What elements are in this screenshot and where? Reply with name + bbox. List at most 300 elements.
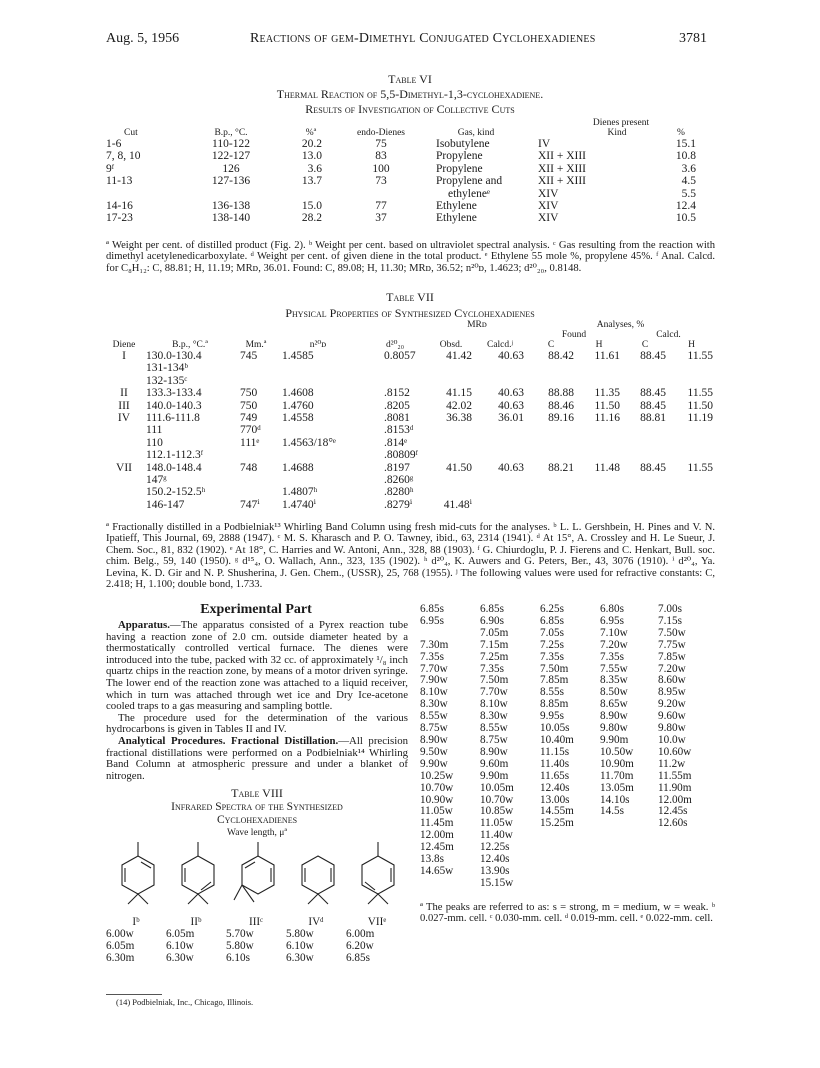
ir-peak: 5.80w [226,940,254,952]
table7-cell [576,375,622,387]
table7-cell [576,486,622,498]
ir-peak: 9.80w [658,722,686,735]
ir-peak: 8.30w [420,698,448,711]
table6-cell-cut: 1-6 [106,138,122,150]
ir-peak: 8.55s [540,686,564,699]
table7-cell [668,437,715,449]
table7-cell [526,499,576,511]
table6-cell-bp: 122-127 [211,150,251,163]
table7-cell: 40.63 [498,461,524,474]
table7 [106,320,715,511]
ir-peak: 9.80w [600,722,628,735]
ir-peak [658,878,715,890]
table6-cell-bp: 110-122 [212,138,250,150]
ir-peak: 8.90w [600,710,628,723]
compound-label: Iᵇ [132,916,140,928]
ir-peak [540,842,600,854]
structure-III-icon [234,842,274,902]
table6-cell-cut: 11-13 [106,175,133,188]
table7-cell: .8081 [384,412,410,425]
table7-cell [106,486,142,498]
table7-cell: 131-134ᵇ [146,362,188,375]
table7-cell [622,362,668,374]
table6-cell-gas: Propylene [436,150,483,163]
table6-cell-kind: XII + XIII [538,175,586,188]
ir-peak: 6.95s [600,614,624,627]
ir-peak: 7.00s [658,603,682,615]
table6-cell-cut: 9ᶠ [106,162,115,175]
table7-cell [474,362,526,374]
table6-cell-pct2: 10.5 [675,212,696,225]
table7-cell [622,449,668,461]
table7-cell [474,424,526,436]
table6-cell-pct2: 12.4 [675,200,696,213]
table6-cell-pct2: 3.6 [681,162,696,175]
table6-cell-kind: XIV [538,187,559,200]
table7-cell [238,449,274,461]
ir-peak: 11.15s [540,745,570,758]
col-c2: C [641,340,649,350]
table8-title: Infrared Spectra of the Synthesized [171,801,343,813]
table7-row [106,400,715,412]
ir-peak: 6.10s [226,952,250,964]
page-number: 3781 [679,31,707,46]
ir-peak: 7.10w [600,626,628,639]
table7-cell: 749 [240,412,258,425]
ir-peak: 9.50w [420,745,448,758]
ir-peak: 15.15w [480,876,514,889]
table7-cell [428,474,474,486]
table7-cell: 88.88 [548,387,574,400]
ir-peak [540,830,600,842]
table6-cell-bp [186,188,276,200]
col-bp7: B.p., °C.ª [172,340,208,350]
compound-label: VIIᵉ [367,916,387,928]
ir-peak: 11.40s [540,757,570,770]
col-calcd2: Calcd. [656,330,681,340]
table6-title: Thermal Reaction of 5,5-Dimethyl-1,3-cyclohexadiene. [276,87,544,101]
table6-subtitle: Results of Investigation of Collective Cuts [305,102,515,116]
table7-cell [362,362,428,374]
ir-peak: 6.05m [106,940,135,952]
ir-peak [658,866,715,878]
ir-peak [540,854,600,866]
ir-peak: 12.25s [480,841,510,854]
table8-left [106,916,408,964]
ir-peak: 12.60s [658,817,688,830]
table7-cell: 40.63 [498,399,524,412]
ir-peak: 12.00m [420,829,454,842]
col-mrd: MRᴅ [467,320,487,330]
table7-cell: 41.15 [446,387,472,400]
structure-IV-icon [302,856,334,904]
table7-cell: 140.0-140.3 [146,399,202,412]
table7-cell: 1.4563/18°ᵉ [282,436,336,449]
table7-cell: 745 [240,350,258,362]
table7-cell: 111 [146,424,163,437]
table6-cell-gas: ethyleneᵉ [448,187,490,200]
table7-cell: 11.48 [594,461,620,474]
ir-peak: 7.35s [480,662,504,675]
table6-cell-pct: 28.2 [301,212,322,225]
table7-cell: 146-147 [146,498,185,511]
table7-cell: VII [116,461,132,474]
table7-cell: .814ᵉ [384,436,408,449]
table7-footnote: ª Fractionally distilled in a Podbielniak¹³ Whirling Band Column using fresh mid-cuts for the analyses. ᵇ L. L. Gershbein, H. Pines and V. N. Ipatieff, This Journal, 69, 2888 (1947). ᶜ M. S. Kharasch and P. O. Tawney, ibid., 63, 2314 (1941). ᵈ At 15°, A. Crossley and H. Le Sueur, J. Chem. Soc., 81, 832 (1902). ᵉ At 18°, C. Harries and W. Antoni, Ann., 328, 88 (1903). ᶠ G. Chiurdoglu, P. J. Fierens and C. Henkart, Bull. soc. chim. Belg., 59, 140 (1950). ᵍ d¹⁵₄, O. Wallach, Ann., 323, 135 (1902). ʰ d²⁰₄, K. Auwers and G. Peters, Ber., 43, 3076 (1910). ⁱ d²⁰₄, Ya. Levina, K. D. Gir and N. P. Shusherina, J. Gen. Chem., (USSR), 25, 768 (1955). ʲ The following values were used for refractive constants: C, 2.418; H, 1.100; double bond, 1.733. [106,522,715,591]
ir-peak: 14.55m [540,805,574,818]
table7-cell [238,375,274,387]
ir-peak: 9.90m [480,769,509,782]
table8-continued-row [420,854,715,866]
ir-peak: 7.20w [658,662,686,675]
ir-peak [420,878,480,890]
table7-cell: 110 [146,436,163,449]
table7-cell [274,474,362,486]
table7-cell [474,474,526,486]
col-h2: H [688,340,695,350]
compound-label: IIᵇ [190,916,202,928]
col-cut: Cut [124,128,138,138]
ir-peak: 11.2w [658,757,686,770]
ir-peak: 7.85m [540,674,569,687]
ir-peak: 6.85s [420,603,444,615]
table7-row [106,462,715,474]
ir-peak: 7.50m [480,674,509,687]
ir-peak: 6.30m [106,952,135,964]
ir-peak: 10.25w [420,769,454,782]
table7-row [106,375,715,387]
ir-peak: 8.90w [480,745,508,758]
table8-continued-row [420,818,715,830]
table7-cell: 41.42 [446,350,472,362]
ir-peak [540,866,600,878]
table7-cell [526,375,576,387]
table7-cell [668,486,715,498]
table8-continued-row [420,628,715,640]
ir-peak [600,878,658,890]
ir-peak: 6.00m [346,928,375,940]
ir-peak [600,830,658,842]
table6-cell-cut: 7, 8, 10 [106,150,141,163]
table7-cell [474,449,526,461]
table7-cell [474,437,526,449]
table7-cell: III [118,399,130,412]
table6-cell-pct2: 15.1 [675,138,696,150]
table7-cell [274,362,362,374]
ir-peak: 12.40s [480,853,510,866]
table7-cell [362,375,428,387]
table6-cell-pct: 15.0 [301,200,322,213]
ir-peak: 13.90s [480,864,510,877]
table7-cell [668,362,715,374]
table7-cell: 40.63 [498,350,524,362]
table8-label: Table VIII [231,786,283,800]
ir-peak: 7.35s [600,650,624,663]
table7-row [106,424,715,436]
table7-cell: 88.45 [640,461,666,474]
table7-cell [668,424,715,436]
col-diene: Diene [112,340,136,350]
ir-peak: 14.65w [420,864,454,877]
table7-cell: 132-135ᶜ [146,374,188,387]
table7-cell: 1.4740ⁱ [282,498,316,511]
table7-cell: .8260ᵍ [384,474,414,487]
table6 [106,118,706,225]
table6-cell-endo: 73 [375,175,387,188]
table7-cell: 0.8057 [384,350,416,362]
ir-peak: 12.40s [540,781,570,794]
table7-cell [622,499,668,511]
structures [106,838,408,916]
table8-continued-row [420,783,715,795]
ir-peak: 10.50w [600,745,634,758]
footnote-rule [106,994,162,995]
table6-cell-cut [106,188,186,200]
table7-cell: .8197 [384,461,410,474]
ir-peak: 7.30m [420,638,449,651]
ir-peak: 11.65s [540,769,570,782]
table7-cell [526,486,576,498]
table6-cell-endo [346,188,416,200]
ir-peak: 6.90s [480,614,504,627]
table7-cell [274,449,362,461]
ir-peak [540,878,600,890]
col-analyses: Analyses, % [596,320,645,330]
table7-cell: 112.1-112.3ᶠ [146,449,204,462]
table7-cell: 11.55 [687,387,713,400]
col-c: C [547,340,555,350]
table7-row [106,474,715,486]
table8-row [106,928,408,940]
ir-peak: 7.35s [420,650,444,663]
table7-cell [622,375,668,387]
compound-label: IVᵈ [308,916,324,928]
ir-peak [420,628,480,640]
table7-cell [428,424,474,436]
ir-peak: 7.15s [658,614,682,627]
table7-cell [106,375,142,387]
table7-cell [238,362,274,374]
table7-cell [428,486,474,498]
table7-cell [526,474,576,486]
ir-peak: 11.45m [420,817,454,830]
ir-peak: 8.30w [480,710,508,723]
col-d: d²⁰₂₀ [385,340,405,350]
table7-cell: II [120,387,128,400]
ir-peak: 11.70m [600,769,634,782]
ir-peak: 12.00m [658,793,692,806]
table7-cell: 11.50 [594,399,620,412]
table7-cell: 747ⁱ [240,498,260,511]
running-date: Aug. 5, 1956 [106,31,180,46]
ir-peak: 11.55m [658,769,692,782]
table7-cell [622,424,668,436]
table7-cell [106,449,142,461]
table7-cell [576,499,622,511]
table8-continued-row [420,747,715,759]
table6-cell-gas: Isobutylene [436,138,490,150]
table6-row [106,188,706,200]
ir-peak: 10.05m [480,781,514,794]
table6-cell-cut: 17-23 [106,212,133,225]
table6-cell-pct: 3.6 [307,162,322,175]
table6-cell-pct [276,188,346,200]
table7-cell: 41.50 [446,461,472,474]
ir-peak: 6.20w [346,940,374,952]
table7-cell [526,449,576,461]
ir-peak: 8.35w [600,674,628,687]
table6-cell-pct2: 4.5 [681,175,696,188]
procedure-paragraph: The procedure used for the determination of the various hydrocarbons is given in Tables II and IV. [106,711,408,736]
ir-peak: 6.10w [286,940,314,952]
analytical-paragraph: Analytical Procedures. Fractional Distillation.—All precision fractional distillations were performed on a Podbielniak¹⁴ Whirling Band Column at atmospheric pressure and under a blanket of nitrogen. [106,734,408,782]
table6-cell-pct: 20.2 [301,138,322,150]
ir-peak: 11.90m [658,781,692,794]
table7-cell [474,486,526,498]
ir-peak: 8.50w [600,686,628,699]
table6-cell-endo: 37 [375,212,387,225]
col-found: Found [561,330,587,340]
table7-cell [526,362,576,374]
table8-title2: Cyclohexadienes [216,814,298,826]
table7-cell: 36.38 [446,412,472,425]
ir-peak [600,818,658,830]
ir-peak: 13.8s [420,853,444,866]
ir-peak: 6.85s [540,614,564,627]
table7-cell [622,474,668,486]
ir-peak: 7.85w [658,650,686,663]
col-endo: endo-Dienes [356,128,405,138]
ir-peak: 12.45m [420,841,454,854]
table7-cell [274,375,362,387]
table7-cell: 11.55 [687,350,713,362]
ir-peak: 7.05m [480,626,509,639]
ir-peak: 5.80w [286,928,314,940]
col-pct: %ª [305,128,317,138]
table7-cell: I [122,350,126,362]
table7-cell: 88.42 [548,350,574,362]
col-gas: Gas, kind [457,128,495,138]
table7-cell: .8279ⁱ [384,498,413,511]
table7-cell [576,474,622,486]
table8-continued-row [420,842,715,854]
table7-cell [238,486,274,498]
structure-I-icon [122,842,154,904]
ir-peak: 8.55w [420,710,448,723]
table7-cell [526,424,576,436]
table7-row [106,387,715,399]
ir-peak: 9.90m [600,733,629,746]
table8-footnote: ª The peaks are referred to as: s = strong, m = medium, w = weak. ᵇ 0.027-mm. cell. ᶜ 0.030-mm. cell. ᵈ 0.019-mm. cell. ᵉ 0.022-mm. cell. [420,902,715,925]
table6-row [106,212,706,224]
ir-peak: 7.25s [540,638,564,651]
table7-cell: 88.45 [640,350,666,362]
table6-cell-endo: 75 [375,138,387,150]
table7-row [106,412,715,424]
ir-peak [600,842,658,854]
table7-cell: 750 [240,399,258,412]
table8-continued-row [420,759,715,771]
ir-peak: 6.85s [480,603,504,615]
table7-cell: 88.21 [548,461,574,474]
ir-peak: 6.10w [166,940,194,952]
table7-cell: .80809ᶠ [384,449,419,462]
table7-cell [474,375,526,387]
ir-peak: 8.90w [420,733,448,746]
table6-cell-pct2: 5.5 [681,187,696,200]
table7-cell: 11.55 [687,461,713,474]
ir-peak: 10.05s [540,722,570,735]
table7-cell: 1.4558 [282,412,314,425]
table7-cell: 770ᵈ [240,424,261,437]
ir-peak: 7.20w [600,638,628,651]
col-bp: B.p., °C. [214,128,248,138]
ir-peak: 6.95s [420,614,444,627]
ir-peak: 8.60w [658,674,686,687]
table7-cell [274,424,362,436]
apparatus-paragraph: Apparatus.—The apparatus consisted of a Pyrex reaction tube having a reaction zone of 2.0 cm. outside diameter heated by a thermostatically controlled vertical furnace. The dienes were introduced into the tube, packed with 32 cc. of approximately ¹/₈ inch quartz chips in the reaction zone, by means of a motor driven syringe. The lower end of the reaction zone was attached to a liquid receiver, which in turn was attached through wet ice and Dry Ice-acetone cooled traps to a gas measuring and sampling bottle. [106,619,408,713]
ir-peak: 6.30w [166,952,194,964]
table6-cell-endo: 77 [375,200,387,213]
table7-cell: .8280ʰ [384,486,414,499]
table7-cell [526,437,576,449]
table7-cell: 88.45 [640,387,666,400]
ir-peak: 8.10w [420,686,448,699]
table6-cell-cut: 14-16 [106,200,133,213]
table8-continued-row [420,652,715,664]
table6-cell-pct: 13.0 [301,150,322,163]
table7-cell [668,449,715,461]
table6-cell-gas: Propylene [436,162,483,175]
ir-peak: 6.30w [286,952,314,964]
table7-cell: 147ᵍ [146,474,167,487]
table6-row [106,138,706,150]
ir-peak: 8.75w [480,733,508,746]
table7-row [106,499,715,511]
ir-peak: 10.60w [658,745,692,758]
table6-cell-bp: 127-136 [211,175,251,188]
table7-cell: .8152 [384,387,410,400]
ir-peak: 8.55w [480,722,508,735]
table7-row [106,486,715,498]
ir-peak: 10.90m [600,757,634,770]
table7-cell: 111ᵉ [240,436,260,449]
table7-cell: 1.4807ʰ [282,486,318,499]
ir-peak: 8.65w [600,698,628,711]
ir-peak: 9.20w [658,698,686,711]
table7-cell: 130.0-130.4 [146,350,202,362]
ir-peak: 10.90w [420,793,454,806]
table6-cell-endo: 100 [372,162,390,175]
table7-cell [106,499,142,511]
table7-cell [622,437,668,449]
table8-continued-row [420,640,715,652]
ir-peak: 7.50m [540,662,569,675]
table7-cell: 11.35 [594,387,620,400]
ir-peak: 10.85w [480,805,514,818]
table7-row [106,350,715,362]
section-heading: Experimental Part [200,602,312,617]
table7-cell: IV [117,412,131,425]
ir-peak: 13.05m [600,781,634,794]
table7-cell: 150.2-152.5ʰ [146,486,206,499]
table7-cell [428,449,474,461]
table8-continued-row [420,878,715,890]
table6-cell-bp: 138-140 [211,212,251,225]
table7-cell [668,499,715,511]
table7-cell: 41.48ⁱ [443,498,472,511]
table7-cell [576,449,622,461]
